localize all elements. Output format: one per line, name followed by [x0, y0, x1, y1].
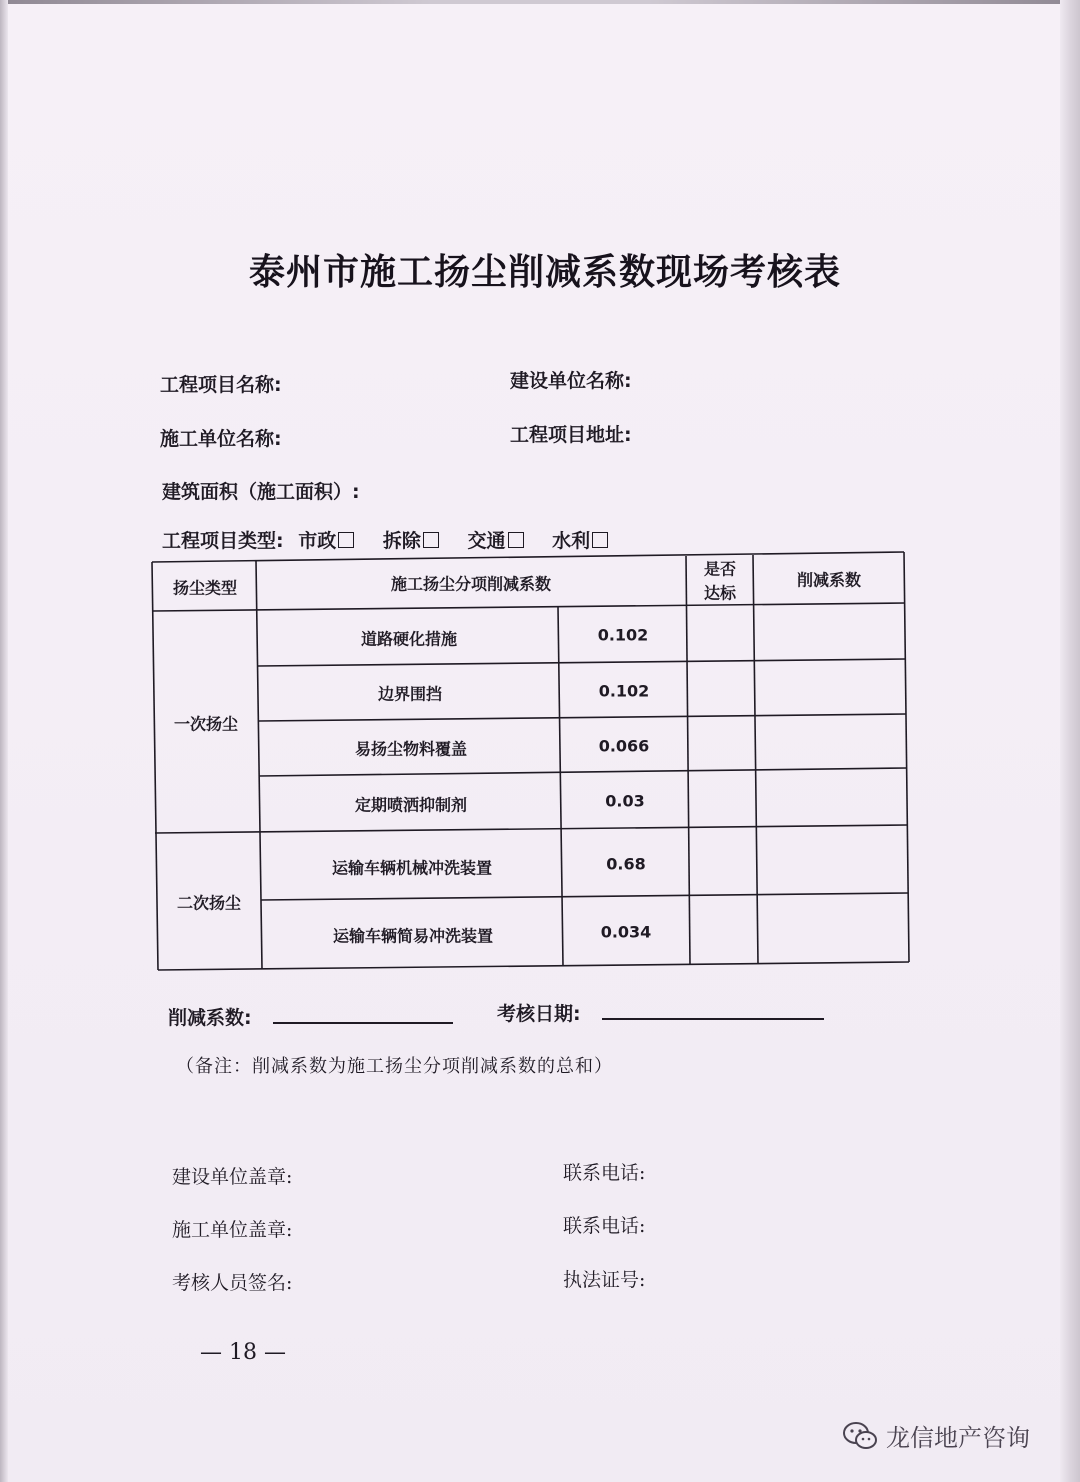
table-border-left	[152, 562, 158, 970]
page-number: — 18 —	[200, 1340, 286, 1365]
table-border-top	[152, 552, 904, 562]
measure-simple-wash: 运输车辆简易冲洗装置	[332, 926, 494, 946]
value-boundary-fence: 0.102	[598, 681, 650, 701]
inspector-sign-label: 考核人员签名:	[172, 1272, 293, 1294]
header-divider	[153, 603, 905, 611]
header-compliant-line2: 达标	[703, 583, 737, 603]
watermark-text: 龙信地产咨询	[886, 1424, 1030, 1452]
value-spray-suppressant: 0.03	[605, 791, 645, 811]
col-divider-4	[753, 555, 758, 964]
header-compliant-line1: 是否	[703, 559, 737, 579]
header-item-coefficient: 施工扬尘分项削减系数	[390, 574, 552, 594]
row-divider-1	[258, 659, 905, 666]
type-option-municipal: 市政	[298, 530, 337, 552]
assessment-date-line[interactable]	[602, 1018, 824, 1020]
table-border-bottom	[158, 962, 909, 970]
group-primary-dust: 一次扬尘	[173, 714, 239, 734]
assessment-date-label: 考核日期:	[497, 1003, 581, 1025]
type-option-demolition: 拆除	[382, 530, 421, 552]
value-road-hardening: 0.102	[597, 625, 649, 645]
row-divider-group	[155, 825, 907, 833]
value-material-cover: 0.066	[598, 736, 650, 756]
phone-label-1: 联系电话:	[563, 1162, 646, 1184]
project-name-label: 工程项目名称:	[160, 374, 282, 396]
project-address-label: 工程项目地址:	[510, 424, 632, 446]
measure-road-hardening: 道路硬化措施	[360, 629, 458, 649]
construction-unit-label: 施工单位名称:	[160, 428, 282, 450]
type-option-traffic: 交通	[467, 530, 506, 552]
value-mechanical-wash: 0.68	[606, 854, 646, 874]
group-secondary-dust: 二次扬尘	[176, 893, 242, 913]
watermark	[842, 1418, 1030, 1453]
measure-material-cover: 易扬尘物料覆盖	[354, 739, 468, 759]
reduction-total-line[interactable]	[273, 1022, 453, 1024]
col-divider-1	[256, 561, 262, 969]
header-reduction: 削减系数	[796, 570, 862, 590]
value-simple-wash: 0.034	[600, 922, 652, 942]
builder-seal-label: 建设单位盖章:	[172, 1166, 293, 1188]
phone-label-2: 联系电话:	[563, 1215, 646, 1237]
reduction-total-label: 削减系数:	[168, 1007, 252, 1029]
table-border-right	[904, 552, 909, 962]
builder-unit-label: 建设单位名称:	[510, 370, 632, 392]
measure-spray-suppressant: 定期喷洒抑制剂	[354, 795, 468, 815]
page-title: 泰州市施工扬尘削减系数现场考核表	[248, 251, 841, 293]
row-divider-5	[261, 893, 908, 900]
row-divider-3	[259, 768, 907, 776]
building-area-label: 建筑面积（施工面积）:	[162, 481, 360, 503]
type-option-water: 水利	[552, 530, 591, 552]
construction-seal-label: 施工单位盖章:	[172, 1219, 293, 1241]
footnote: （备注：削减系数为施工扬尘分项削减系数的总和）	[176, 1056, 613, 1077]
wechat-icon	[842, 1420, 878, 1452]
header-dust-type: 扬尘类型	[172, 578, 238, 598]
license-number-label: 执法证号:	[563, 1269, 646, 1291]
col-divider-2	[558, 607, 563, 966]
row-divider-2	[259, 714, 906, 721]
measure-boundary-fence: 边界围挡	[377, 684, 443, 704]
measure-mechanical-wash: 运输车辆机械冲洗装置	[331, 858, 493, 878]
col-divider-3	[686, 556, 690, 965]
project-type-label: 工程项目类型:	[162, 530, 284, 552]
